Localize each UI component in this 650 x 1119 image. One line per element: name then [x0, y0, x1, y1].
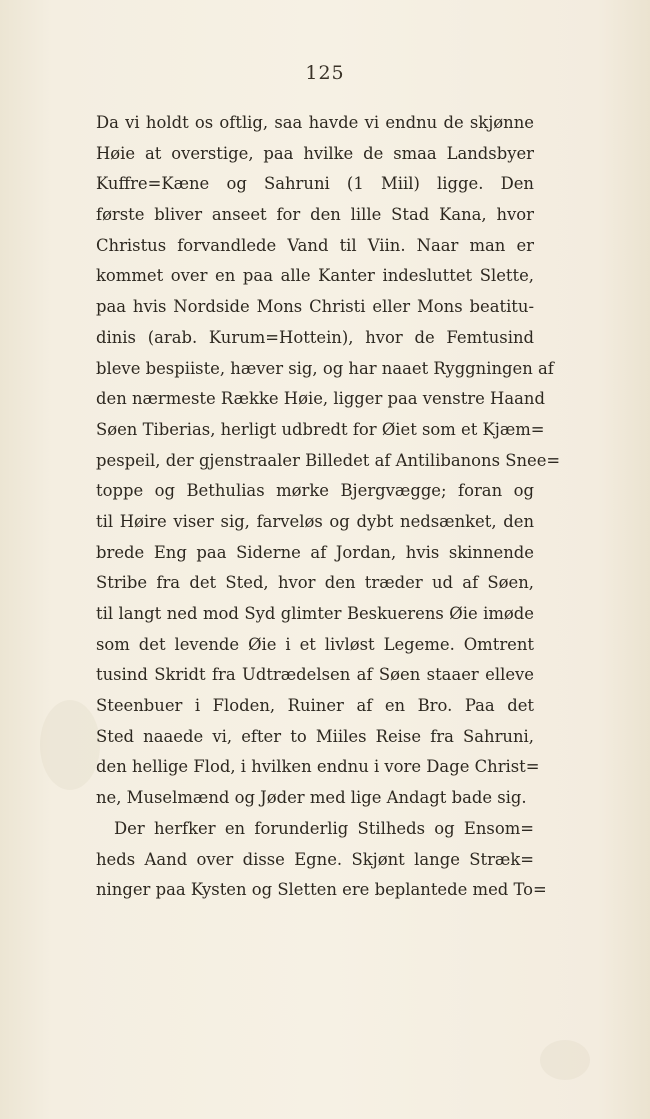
text-line: til langt ned mod Syd glimter Beskuerens Øie imøde — [96, 604, 534, 623]
text-line: heds Aand over disse Egne. Skjønt lange Stræk= — [96, 849, 534, 869]
text-line: Høie at overstige, paa hvilke de smaa Landsbyer — [96, 143, 534, 163]
body-text — [96, 108, 561, 906]
text-line: den hellige Flod, i hvilken endnu i vore Dage Christ= — [96, 757, 540, 777]
text-line: Stribe fra det Sted, hvor den træder ud af Søen, — [96, 573, 534, 593]
text-line: Steenbuer i Floden, Ruiner af en Bro. Paa det — [96, 696, 534, 716]
text-line: paa hvis Nordside Mons Christi eller Mons beatitu- — [96, 297, 534, 317]
text-line: til Høire viser sig, farveløs og dybt nedsænket, den — [96, 511, 534, 531]
text-line: kommet over en paa alle Kanter indesluttet Slette, — [96, 266, 534, 286]
text-line: ne, Muselmænd og Jøder med lige Andagt bade sig. — [96, 788, 527, 808]
paper-stain — [540, 1040, 590, 1080]
paper-stain — [40, 700, 100, 790]
text-line: ninger paa Kysten og Sletten ere beplantede med To= — [96, 880, 547, 900]
text-line: Da vi holdt os oftlig, saa havde vi endnu de skjønne — [96, 113, 534, 132]
text-line: dinis (arab. Kurum=Hottein), hvor de Femtusind — [96, 327, 534, 347]
text-line: Kuffre=Kæne og Sahruni (1 Miil) ligge. Den — [96, 174, 534, 194]
text-line: Sted naaede vi, efter to Miiles Reise fra Sahruni, — [96, 726, 534, 746]
text-line: Christus forvandlede Vand til Viin. Naar man er — [96, 235, 534, 255]
text-line: som det levende Øie i et livløst Legeme. Omtrent — [96, 634, 534, 654]
text-line: bleve bespiiste, hæver sig, og har naaet Ryggningen af — [96, 358, 554, 378]
text-line: Der herfker en forunderlig Stilheds og Ensom= — [114, 818, 534, 838]
text-line: Søen Tiberias, herligt udbredt for Øiet som et Kjæm= — [96, 419, 545, 439]
text-line: tusind Skridt fra Udtrædelsen af Søen staaer elleve — [96, 665, 534, 685]
text-line: første bliver anseet for den lille Stad Kana, hvor — [96, 205, 534, 225]
text-line: brede Eng paa Siderne af Jordan, hvis skinnende — [96, 542, 534, 562]
text-line: pespeil, der gjenstraaler Billedet af Antilibanons Snee= — [96, 450, 561, 470]
page-number: 125 — [305, 62, 345, 84]
text-line: toppe og Bethulias mørke Bjergvægge; foran og — [96, 481, 534, 501]
text-line: den nærmeste Række Høie, ligger paa venstre Haand — [96, 389, 545, 409]
